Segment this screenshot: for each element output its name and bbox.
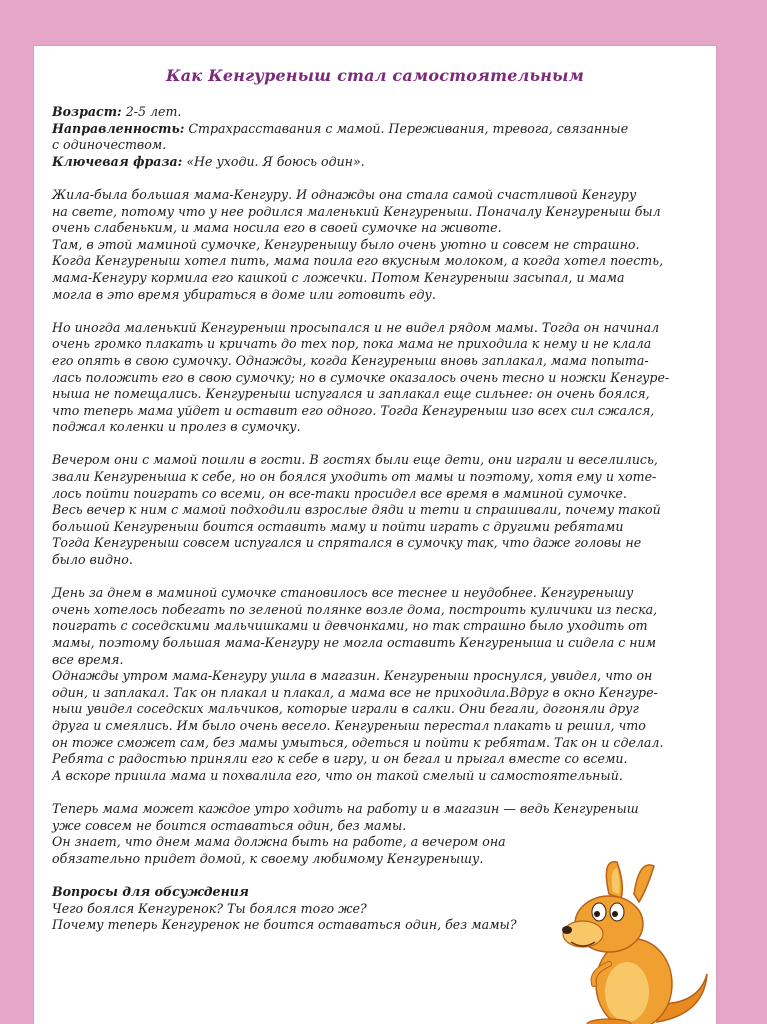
story-line: Там, в этой маминой сумочке, Кенгуренышу было очень уютно и совсем не страшно. bbox=[52, 236, 640, 252]
story-line: Он знает, что днем мама должна быть на работе, а вечером она bbox=[52, 834, 506, 850]
key-phrase-label: Ключевая фраза: bbox=[52, 153, 183, 169]
story-line: Однажды утром мама-Кенгуру ушла в магазин. Кенгуреныш проснулся, увидел, что он bbox=[52, 668, 653, 684]
story-line: очень слабеньким, и мама носила его в своей сумочке на животе. bbox=[52, 220, 502, 236]
story-line: мамы, поэтому большая мама-Кенгуру не могла оставить Кенгуреныша и сидела с ним bbox=[52, 635, 657, 650]
age-value: 2-5 лет. bbox=[125, 104, 182, 119]
direction-label: Направленность: bbox=[52, 120, 185, 136]
kangaroo-illustration bbox=[539, 854, 709, 1024]
story-line: лась положить его в свою сумочку; но в сумочке оказалось очень тесно и ножки Кенгуре- bbox=[52, 369, 670, 385]
questions-title: Вопросы для обсуждения bbox=[52, 883, 249, 899]
story-line: Тогда Кенгуреныш совсем испугался и спрятался в сумочку так, что даже головы не bbox=[52, 535, 642, 551]
story-line: мама-Кенгуру кормила его кашкой с ложечки. Потом Кенгуреныш засыпал, и мама bbox=[52, 269, 625, 285]
story-line: Весь вечер к ним с мамой подходили взрослые дяди и тети и спрашивали, почему такой bbox=[52, 502, 661, 518]
question-item: Почему теперь Кенгуренок не боится оставаться один, без мамы? bbox=[52, 917, 517, 933]
age-label: Возраст: bbox=[52, 104, 122, 119]
story-paragraph bbox=[52, 187, 700, 303]
story-line: Когда Кенгуреныш хотел пить, мама поила его вкусным молоком, а когда хотел поесть, bbox=[52, 253, 664, 269]
story-paragraph bbox=[52, 452, 700, 568]
story-line: что теперь мама уйдет и оставит его одного. Тогда Кенгуреныш изо всех сил сжался, bbox=[52, 402, 655, 418]
story-line: Ребята с радостью приняли его к себе в игру, и он бегал и прыгал вместе со всеми. bbox=[52, 751, 628, 767]
story-line: один, и заплакал. Так он плакал и плакал, а мама все не приходила.Вдруг в окно Кенгуре- bbox=[52, 684, 658, 700]
key-phrase-value: «Не уходи. Я боюсь один». bbox=[186, 153, 365, 169]
story-paragraphs bbox=[52, 187, 700, 867]
direction-value: Страхрасставания с мамой. Переживания, тревога, связанные bbox=[188, 120, 629, 136]
story-line: очень громко плакать и кричать до тех пор, пока мама не приходила к нему и не клала bbox=[52, 336, 652, 352]
story-line: ныша не помещались. Кенгуреныш испугался и заплакал еще сильнее: он очень боялся, bbox=[52, 386, 650, 402]
story-line: ныш увидел соседских мальчиков, которые играли в салки. Они бегали, догоняли друг bbox=[52, 701, 639, 717]
meta-direction bbox=[52, 121, 700, 154]
story-line: очень хотелось побегать по зеленой полянке возле дома, построить куличики из песка, bbox=[52, 601, 658, 617]
story-line: могла в это время убираться в доме или готовить еду. bbox=[52, 286, 436, 302]
story-line: Но иногда маленький Кенгуреныш просыпался и не видел рядом мамы. Тогда он начинал bbox=[52, 319, 660, 335]
story-paragraph bbox=[52, 320, 700, 436]
direction-value-cont: с одиночеством. bbox=[52, 137, 167, 153]
story-line: Жила-была большая мама-Кенгуру. И однажды она стала самой счастливой Кенгуру bbox=[52, 186, 637, 202]
story-line: День за днем в маминой сумочке становилось все теснее и неудобнее. Кенгуренышу bbox=[52, 585, 634, 601]
story-content bbox=[52, 104, 700, 934]
story-line: поджал коленки и пролез в сумочку. bbox=[52, 419, 301, 435]
story-paragraph bbox=[52, 585, 700, 784]
story-line: лось пойти поиграть со всеми, он все-таки просидел все время в маминой сумочке. bbox=[52, 485, 627, 501]
story-title: Как Кенгуреныш стал самостоятельным bbox=[165, 66, 585, 85]
story-line: звали Кенгуреныша к себе, но он боялся уходить от мамы и поэтому, хотя ему и хоте- bbox=[52, 469, 657, 485]
document-page bbox=[34, 46, 716, 1024]
meta-key-phrase bbox=[52, 154, 700, 171]
story-line: все время. bbox=[52, 651, 124, 667]
story-line: А вскоре пришла мама и похвалила его, что он такой смелый и самостоятельный. bbox=[52, 767, 623, 783]
story-line: большой Кенгуреныш боится оставить маму и пойти играть с другими ребятами bbox=[52, 518, 624, 534]
question-item: Чего боялся Кенгуренок? Ты боялся того же? bbox=[52, 900, 367, 916]
story-line: поиграть с соседскими мальчишками и девчонками, но так страшно было уходить от bbox=[52, 618, 648, 634]
story-line: на свете, потому что у нее родился маленький Кенгуреныш. Поначалу Кенгуреныш был bbox=[52, 203, 661, 219]
story-line: друга и смеялись. Им было очень весело. Кенгуреныш перестал плакать и решил, что bbox=[52, 717, 646, 733]
story-line: было видно. bbox=[52, 552, 133, 568]
story-line: уже совсем не боится оставаться один, без мамы. bbox=[52, 817, 407, 833]
story-line: Теперь мама может каждое утро ходить на работу и в магазин — ведь Кенгуреныш bbox=[52, 800, 639, 816]
meta-age bbox=[52, 104, 700, 121]
story-line: его опять в свою сумочку. Однажды, когда Кенгуреныш вновь заплакал, мама попыта- bbox=[52, 352, 649, 368]
story-line: Вечером они с мамой пошли в гости. В гостях были еще дети, они играли и веселились, bbox=[52, 452, 658, 468]
story-line: он тоже сможет сам, без мамы умыться, одеться и пойти к ребятам. Так он и сделал. bbox=[52, 734, 664, 750]
story-line: обязательно придет домой, к своему любимому Кенгуренышу. bbox=[52, 850, 484, 866]
